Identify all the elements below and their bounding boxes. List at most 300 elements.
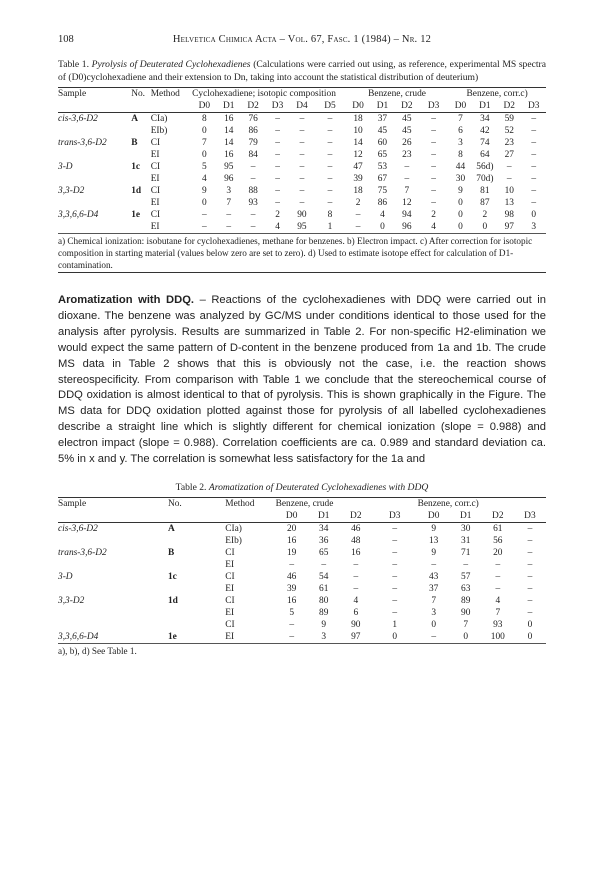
table-row — [58, 595, 546, 607]
value-cell: – — [353, 560, 359, 571]
table-row — [58, 161, 546, 173]
value-cell: 90 — [297, 210, 307, 220]
isotope-header: D0 — [427, 511, 440, 522]
value-cell: 46 — [286, 572, 297, 583]
value-cell: 2 — [355, 198, 361, 208]
value-cell: 0 — [458, 222, 463, 232]
method-cell: CI — [150, 210, 161, 220]
value-cell: 6 — [353, 608, 359, 619]
value-cell: 94 — [402, 210, 412, 220]
compound-number: 1d — [167, 596, 178, 607]
value-cell: 86 — [248, 126, 258, 136]
running-header — [58, 34, 546, 45]
value-cell: – — [299, 174, 305, 184]
compound-number: 1d — [131, 186, 142, 196]
value-cell: – — [404, 174, 410, 184]
sample-cell — [58, 149, 131, 161]
value-cell: 13 — [428, 536, 439, 547]
value-cell: – — [527, 596, 533, 607]
value-cell: 3 — [431, 608, 436, 619]
value-cell: – — [299, 162, 305, 172]
value-cell: – — [250, 162, 256, 172]
table-row — [58, 173, 546, 185]
table-row — [58, 535, 546, 547]
value-cell: – — [275, 114, 280, 124]
value-cell: 14 — [224, 138, 234, 148]
value-cell: 37 — [428, 584, 439, 595]
value-cell: – — [527, 548, 533, 559]
table-row — [58, 125, 546, 137]
value-cell: 0 — [482, 222, 488, 232]
value-cell: 0 — [458, 210, 463, 220]
method-cell: EI — [225, 584, 235, 595]
isotope-header: D5 — [324, 101, 336, 111]
value-cell: – — [299, 114, 305, 124]
method-cell: EI — [150, 150, 160, 160]
sample-cell: 3,3,6,6-D4 — [58, 632, 99, 643]
value-cell: 20 — [493, 548, 503, 559]
value-cell: – — [353, 572, 359, 583]
value-cell: 34 — [480, 114, 490, 124]
method-cell: CI — [225, 548, 235, 559]
table1-group-composition: Cyclohexadiene; isotopic composition — [192, 89, 336, 99]
method-cell: CI — [150, 162, 161, 172]
value-cell: 30 — [455, 174, 466, 184]
value-cell: – — [202, 222, 207, 232]
value-cell: 7 — [226, 198, 232, 208]
value-cell: – — [289, 632, 294, 643]
value-cell: 48 — [351, 536, 361, 547]
table2-col-method: Method — [225, 499, 255, 510]
sample-cell — [58, 559, 168, 571]
value-cell: 53 — [377, 162, 388, 172]
table2-caption — [58, 482, 546, 495]
value-cell: 42 — [480, 126, 490, 136]
value-cell: 79 — [248, 138, 258, 148]
value-cell: 70d) — [476, 174, 494, 184]
value-cell: 23 — [402, 150, 412, 160]
value-cell: – — [431, 174, 436, 184]
value-cell: – — [202, 210, 207, 220]
value-cell: – — [527, 560, 533, 571]
sample-cell: cis-3,6-D2 — [58, 114, 98, 124]
value-cell: 89 — [319, 608, 329, 619]
value-cell: 7 — [202, 138, 207, 148]
sample-cell: cis-3,6-D2 — [58, 524, 98, 535]
value-cell: – — [327, 162, 333, 172]
value-cell: 100 — [490, 632, 505, 643]
value-cell: 0 — [202, 198, 207, 208]
value-cell: – — [327, 138, 333, 148]
isotope-header: D1 — [223, 101, 235, 111]
value-cell: 14 — [353, 138, 363, 148]
value-cell: – — [531, 114, 537, 124]
compound-number — [168, 619, 225, 631]
value-cell: – — [299, 138, 305, 148]
value-cell: 96 — [224, 174, 234, 184]
value-cell: – — [299, 198, 305, 208]
compound-number — [131, 149, 151, 161]
compound-number — [168, 535, 225, 547]
sample-cell — [58, 173, 131, 185]
isotope-header: D3 — [271, 101, 284, 111]
sample-cell: trans-3,6-D2 — [58, 548, 107, 559]
value-cell: 93 — [493, 620, 503, 631]
value-cell: 9 — [458, 186, 463, 196]
method-cell: CI — [225, 596, 235, 607]
value-cell: – — [527, 584, 533, 595]
isotope-header: D1 — [479, 101, 491, 111]
value-cell: – — [392, 572, 398, 583]
value-cell: – — [431, 114, 436, 124]
value-cell: 10 — [353, 126, 363, 136]
value-cell: – — [250, 222, 256, 232]
value-cell: – — [355, 210, 361, 220]
compound-number — [131, 125, 151, 137]
value-cell: – — [250, 174, 256, 184]
value-cell: 4 — [380, 210, 385, 220]
value-cell: 16 — [224, 150, 234, 160]
value-cell: 5 — [202, 162, 207, 172]
page-number: 108 — [58, 34, 74, 45]
value-cell: – — [431, 150, 436, 160]
table-row — [58, 547, 546, 559]
table-row — [58, 619, 546, 631]
value-cell: 64 — [480, 150, 490, 160]
value-cell: 14 — [224, 126, 234, 136]
compound-number: A — [131, 114, 138, 124]
value-cell: 89 — [461, 596, 471, 607]
value-cell: 0 — [527, 632, 533, 643]
table1-caption — [58, 59, 546, 84]
value-cell: 8 — [327, 210, 333, 220]
value-cell: 9 — [202, 186, 207, 196]
value-cell: 84 — [248, 150, 258, 160]
value-cell: 45 — [402, 126, 412, 136]
value-cell: 4 — [275, 222, 280, 232]
table-row — [58, 209, 546, 221]
value-cell: 47 — [353, 162, 363, 172]
table2 — [58, 497, 546, 643]
value-cell: 23 — [504, 138, 514, 148]
value-cell: 3 — [321, 632, 327, 643]
value-cell: 3 — [531, 222, 537, 232]
table-row — [58, 571, 546, 583]
value-cell: – — [392, 548, 398, 559]
table2-group-crude: Benzene, crude — [275, 499, 334, 510]
value-cell: 65 — [319, 548, 329, 559]
sample-cell: trans-3,6-D2 — [58, 138, 107, 148]
value-cell: 3 — [226, 186, 232, 196]
method-cell: CIa) — [225, 524, 242, 535]
table-row — [58, 607, 546, 619]
value-cell: – — [355, 222, 361, 232]
compound-number — [131, 221, 151, 233]
sample-cell — [58, 197, 131, 209]
value-cell: – — [353, 584, 359, 595]
value-cell: 81 — [480, 186, 490, 196]
value-cell: 27 — [504, 150, 514, 160]
value-cell: – — [506, 174, 512, 184]
isotope-header: D0 — [352, 101, 364, 111]
table2-footnote: a), b), d) See Table 1. — [58, 643, 546, 657]
value-cell: – — [463, 560, 469, 571]
value-cell: – — [404, 162, 410, 172]
value-cell: 2 — [431, 210, 436, 220]
value-cell: 12 — [402, 198, 412, 208]
value-cell: 0 — [458, 198, 463, 208]
table-row — [58, 583, 546, 595]
value-cell: 4 — [431, 222, 436, 232]
value-cell: 16 — [286, 596, 297, 607]
value-cell: – — [531, 126, 537, 136]
table1-footnote: a) Chemical ionization: isobutane for cyclohexadienes, methane for benzenes. b) Electron impact. c) After correction for isotopic composition in starting material (values below zero are set to zero). d) Used to estimate isotope effect for calculation of D1-contamination. — [58, 233, 546, 271]
value-cell: 1 — [392, 620, 398, 631]
value-cell: 44 — [455, 162, 466, 172]
table1-title: Pyrolysis of Deuterated Cyclohexadienes — [91, 59, 251, 70]
value-cell: 9 — [431, 548, 436, 559]
method-cell: CI — [225, 620, 235, 631]
value-cell: 12 — [353, 150, 363, 160]
value-cell: 4 — [202, 174, 207, 184]
value-cell: 0 — [431, 620, 436, 631]
table-row — [58, 137, 546, 149]
value-cell: 75 — [377, 186, 388, 196]
value-cell: – — [275, 186, 280, 196]
value-cell: 0 — [202, 150, 207, 160]
value-cell: – — [431, 126, 436, 136]
value-cell: – — [275, 198, 280, 208]
value-cell: 76 — [248, 114, 258, 124]
value-cell: – — [392, 560, 398, 571]
compound-number: 1e — [167, 632, 177, 643]
table-row — [58, 559, 546, 571]
table1-caption-text: (Calculations were carried out using, as reference, experimental MS spectra of (D0)cyclohexadiene and their extension to Dn, taking into account the statistical distribution of deuterium) — [58, 59, 546, 83]
value-cell: 56 — [493, 536, 503, 547]
table1-group-crude: Benzene, crude — [368, 89, 426, 99]
value-cell: 0 — [463, 632, 469, 643]
value-cell: – — [275, 162, 280, 172]
compound-number: 1c — [167, 572, 177, 583]
value-cell: 6 — [458, 126, 463, 136]
value-cell: – — [431, 560, 436, 571]
value-cell: – — [392, 536, 398, 547]
method-cell: EIb) — [150, 126, 168, 136]
sample-cell: 3-D — [58, 162, 73, 172]
value-cell: 52 — [504, 126, 514, 136]
value-cell: 18 — [353, 114, 363, 124]
value-cell: 9 — [321, 620, 327, 631]
value-cell: 46 — [351, 524, 361, 535]
table2-col-no: No. — [167, 499, 182, 510]
value-cell: 20 — [286, 524, 297, 535]
isotope-header: D0 — [285, 511, 298, 522]
method-cell: CI — [225, 572, 235, 583]
sample-cell: 3,3-D2 — [58, 596, 85, 607]
method-cell: EI — [225, 608, 235, 619]
sample-cell — [58, 221, 131, 233]
compound-number — [131, 173, 151, 185]
value-cell: – — [327, 186, 333, 196]
section-heading: Aromatization with DDQ. — [58, 294, 195, 306]
value-cell: 9 — [431, 524, 436, 535]
value-cell: 45 — [377, 126, 388, 136]
value-cell: – — [527, 608, 533, 619]
table1-label: Table 1. — [58, 59, 90, 70]
value-cell: – — [299, 126, 305, 136]
value-cell: – — [495, 584, 501, 595]
compound-number: 1e — [131, 210, 141, 220]
value-cell: – — [531, 174, 537, 184]
value-cell: – — [250, 210, 256, 220]
value-cell: – — [226, 222, 232, 232]
value-cell: 4 — [353, 596, 359, 607]
value-cell: – — [392, 608, 398, 619]
value-cell: – — [289, 560, 294, 571]
value-cell: 0 — [392, 632, 398, 643]
value-cell: 65 — [377, 150, 388, 160]
page — [58, 34, 546, 657]
value-cell: 3 — [458, 138, 463, 148]
value-cell: – — [327, 150, 333, 160]
compound-number: B — [167, 548, 175, 559]
compound-number: A — [167, 524, 175, 535]
value-cell: 45 — [402, 114, 412, 124]
value-cell: 2 — [275, 210, 280, 220]
compound-number: 1c — [131, 162, 141, 172]
value-cell: – — [527, 572, 533, 583]
value-cell: 71 — [461, 548, 471, 559]
value-cell: 0 — [531, 210, 537, 220]
table1-group-corr: Benzene, corr.c) — [466, 89, 528, 99]
value-cell: – — [392, 524, 398, 535]
sample-cell: 3,3-D2 — [58, 186, 85, 196]
value-cell: – — [392, 596, 398, 607]
table2-col-sample: Sample — [58, 499, 87, 510]
value-cell: 67 — [377, 174, 388, 184]
isotope-header: D1 — [317, 511, 330, 522]
sample-cell — [58, 619, 168, 631]
value-cell: 30 — [461, 524, 471, 535]
value-cell: – — [431, 198, 436, 208]
method-cell: EI — [225, 632, 235, 643]
value-cell: 90 — [351, 620, 361, 631]
value-cell: – — [495, 560, 501, 571]
value-cell: – — [299, 150, 305, 160]
table-row — [58, 113, 546, 126]
isotope-header: D4 — [296, 101, 308, 111]
value-cell: 26 — [402, 138, 412, 148]
compound-number — [168, 583, 225, 595]
value-cell: 63 — [461, 584, 471, 595]
compound-number — [168, 559, 225, 571]
value-cell: 61 — [493, 524, 503, 535]
value-cell: – — [275, 126, 280, 136]
value-cell: – — [506, 162, 512, 172]
isotope-header: D2 — [247, 101, 259, 111]
value-cell: 7 — [458, 114, 463, 124]
table-row — [58, 185, 546, 197]
compound-number — [131, 197, 151, 209]
value-cell: 0 — [380, 222, 385, 232]
table2-title: Aromatization of Deuterated Cyclohexadienes with DDQ — [208, 481, 429, 493]
value-cell: – — [275, 138, 280, 148]
value-cell: 87 — [480, 198, 490, 208]
value-cell: 8 — [202, 114, 207, 124]
method-cell: CIa) — [150, 114, 168, 124]
value-cell: – — [327, 126, 333, 136]
value-cell: 7 — [431, 596, 436, 607]
value-cell: – — [527, 524, 533, 535]
isotope-header: D3 — [388, 511, 401, 522]
isotope-header: D2 — [492, 511, 504, 522]
isotope-header: D0 — [454, 101, 467, 111]
value-cell: 8 — [458, 150, 463, 160]
value-cell: 54 — [319, 572, 329, 583]
value-cell: 0 — [527, 620, 533, 631]
value-cell: 59 — [504, 114, 514, 124]
value-cell: – — [531, 138, 537, 148]
value-cell: 88 — [248, 186, 258, 196]
isotope-header: D2 — [503, 101, 515, 111]
sample-cell — [58, 535, 168, 547]
value-cell: 61 — [319, 584, 329, 595]
value-cell: 0 — [202, 126, 207, 136]
value-cell: 13 — [504, 198, 514, 208]
table-row — [58, 149, 546, 161]
value-cell: – — [531, 198, 537, 208]
value-cell: – — [431, 632, 436, 643]
value-cell: 39 — [286, 584, 297, 595]
value-cell: 7 — [495, 608, 501, 619]
value-cell: – — [431, 186, 436, 196]
value-cell: 93 — [248, 198, 258, 208]
value-cell: 2 — [482, 210, 488, 220]
value-cell: – — [226, 210, 232, 220]
value-cell: 74 — [480, 138, 490, 148]
value-cell: 7 — [463, 620, 469, 631]
isotope-header: D3 — [527, 101, 540, 111]
method-cell: EI — [225, 560, 235, 571]
isotope-header: D1 — [376, 101, 389, 111]
isotope-header: D3 — [524, 511, 536, 522]
value-cell: 36 — [319, 536, 329, 547]
value-cell: 57 — [461, 572, 471, 583]
table2-group-corr: Benzene, corr.c) — [417, 499, 479, 510]
table-row — [58, 197, 546, 209]
table-row — [58, 523, 546, 536]
value-cell: – — [275, 174, 280, 184]
value-cell: 86 — [377, 198, 388, 208]
value-cell: – — [531, 162, 537, 172]
sample-cell: 3,3,6,6-D4 — [58, 210, 99, 220]
compound-number — [168, 607, 225, 619]
table-row — [58, 221, 546, 233]
value-cell: 34 — [319, 524, 329, 535]
value-cell: – — [392, 584, 398, 595]
value-cell: 7 — [404, 186, 410, 196]
isotope-header: D2 — [350, 511, 362, 522]
value-cell: 96 — [402, 222, 412, 232]
value-cell: 19 — [286, 548, 297, 559]
value-cell: – — [275, 150, 280, 160]
method-cell: CI — [150, 186, 161, 196]
method-cell: CI — [150, 138, 161, 148]
value-cell: 56d) — [476, 162, 494, 172]
compound-number: B — [131, 138, 138, 148]
table1-col-method: Method — [150, 89, 180, 99]
value-cell: 16 — [351, 548, 361, 559]
